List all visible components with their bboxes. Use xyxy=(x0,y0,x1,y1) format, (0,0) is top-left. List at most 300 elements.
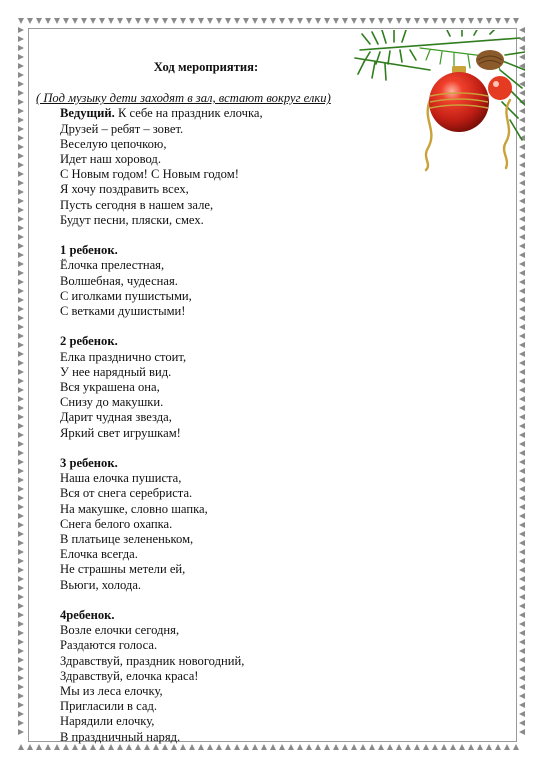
border-triangle xyxy=(18,135,24,141)
border-triangle xyxy=(18,342,24,348)
border-triangle xyxy=(519,378,525,384)
border-triangle xyxy=(288,18,294,24)
border-triangle xyxy=(18,621,24,627)
border-triangle xyxy=(18,693,24,699)
border-triangle xyxy=(18,450,24,456)
speaker-label: Ведущий. xyxy=(60,106,115,121)
border-triangle xyxy=(18,477,24,483)
border-triangle xyxy=(441,18,447,24)
verse-line: В платьице зелененьком, xyxy=(60,532,194,547)
border-triangle xyxy=(18,432,24,438)
border-triangle xyxy=(288,744,294,750)
border-triangle xyxy=(468,744,474,750)
border-triangle xyxy=(18,189,24,195)
verse-line: Вся от снега серебриста. xyxy=(60,486,193,501)
script-section xyxy=(36,334,396,440)
verse-line: Здравствуй, праздник новогодний, xyxy=(60,653,245,668)
border-triangle xyxy=(63,18,69,24)
border-triangle xyxy=(519,702,525,708)
verse-line: Дарит чудная звезда, xyxy=(60,410,172,425)
verse-line: Яркий свет игрушкам! xyxy=(60,425,181,440)
border-triangle xyxy=(81,744,87,750)
border-triangle xyxy=(27,18,33,24)
border-triangle xyxy=(405,18,411,24)
border-triangle xyxy=(234,744,240,750)
border-triangle xyxy=(519,270,525,276)
border-triangle xyxy=(18,711,24,717)
border-triangle xyxy=(519,522,525,528)
border-triangle xyxy=(18,522,24,528)
border-triangle xyxy=(351,744,357,750)
border-triangle xyxy=(18,81,24,87)
border-triangle xyxy=(144,744,150,750)
border-triangle xyxy=(519,414,525,420)
border-triangle xyxy=(519,450,525,456)
border-triangle xyxy=(18,504,24,510)
script-sections xyxy=(36,106,396,744)
border-triangle xyxy=(405,744,411,750)
border-triangle xyxy=(108,744,114,750)
border-triangle xyxy=(18,306,24,312)
border-triangle xyxy=(297,744,303,750)
border-triangle xyxy=(519,657,525,663)
border-triangle xyxy=(18,513,24,519)
border-triangle xyxy=(450,744,456,750)
border-triangle xyxy=(198,744,204,750)
border-triangle xyxy=(519,405,525,411)
border-triangle xyxy=(18,126,24,132)
border-triangle xyxy=(171,18,177,24)
border-triangle xyxy=(108,18,114,24)
border-triangle xyxy=(18,108,24,114)
script-section xyxy=(36,106,396,228)
border-triangle xyxy=(18,162,24,168)
speaker-label: 2 ребенок. xyxy=(60,334,118,349)
verse-line: Мы из леса елочку, xyxy=(60,684,163,699)
border-triangle xyxy=(162,744,168,750)
script-section xyxy=(36,243,396,319)
border-triangle xyxy=(135,18,141,24)
border-triangle xyxy=(519,576,525,582)
border-triangle xyxy=(519,540,525,546)
border-triangle xyxy=(18,297,24,303)
border-triangle xyxy=(18,531,24,537)
border-triangle xyxy=(18,171,24,177)
border-triangle xyxy=(18,99,24,105)
border-triangle xyxy=(519,603,525,609)
verse-line: Не страшны метели ей, xyxy=(60,562,186,577)
border-triangle xyxy=(513,18,519,24)
border-triangle xyxy=(18,396,24,402)
section-spacer xyxy=(36,228,396,243)
border-triangle xyxy=(18,198,24,204)
border-triangle xyxy=(519,243,525,249)
border-triangle xyxy=(519,369,525,375)
border-triangle xyxy=(18,378,24,384)
border-triangle xyxy=(279,18,285,24)
border-triangle xyxy=(519,315,525,321)
border-triangle xyxy=(18,594,24,600)
border-triangle xyxy=(18,648,24,654)
border-triangle xyxy=(519,711,525,717)
verse-line: У нее нарядный вид. xyxy=(60,364,172,379)
border-triangle xyxy=(18,423,24,429)
verse-line: Елочка всегда. xyxy=(60,547,138,562)
border-triangle xyxy=(459,744,465,750)
border-triangle xyxy=(519,216,525,222)
border-triangle xyxy=(126,744,132,750)
border-triangle xyxy=(519,252,525,258)
border-triangle xyxy=(18,702,24,708)
border-triangle xyxy=(519,585,525,591)
border-triangle xyxy=(243,744,249,750)
border-triangle xyxy=(519,459,525,465)
border-triangle xyxy=(18,234,24,240)
document-body xyxy=(36,60,396,745)
border-triangle xyxy=(252,18,258,24)
border-triangle xyxy=(513,744,519,750)
verse-line: Елка празднично стоит, xyxy=(60,349,187,364)
border-triangle xyxy=(99,744,105,750)
border-triangle xyxy=(54,18,60,24)
border-triangle xyxy=(18,117,24,123)
border-triangle xyxy=(18,744,24,750)
border-triangle xyxy=(27,744,33,750)
border-triangle xyxy=(519,423,525,429)
border-triangle xyxy=(252,744,258,750)
border-triangle xyxy=(450,18,456,24)
border-triangle xyxy=(36,18,42,24)
border-triangle xyxy=(225,18,231,24)
border-triangle xyxy=(387,18,393,24)
border-triangle xyxy=(18,324,24,330)
border-triangle xyxy=(18,36,24,42)
border-triangle xyxy=(18,360,24,366)
verse-line: Снизу до макушки. xyxy=(60,395,164,410)
border-triangle xyxy=(324,744,330,750)
verse-line: Снега белого охапка. xyxy=(60,516,173,531)
border-triangle xyxy=(459,18,465,24)
border-triangle xyxy=(519,513,525,519)
stage-direction: ( Под музыку дети заходят в зал, встают вокруг елки) xyxy=(36,91,331,106)
border-triangle xyxy=(519,396,525,402)
border-triangle xyxy=(162,18,168,24)
border-triangle xyxy=(18,243,24,249)
verse-line: Ёлочка прелестная, xyxy=(60,258,165,273)
border-triangle xyxy=(18,585,24,591)
border-triangle xyxy=(90,744,96,750)
border-triangle xyxy=(171,744,177,750)
border-triangle xyxy=(18,315,24,321)
border-triangle xyxy=(306,18,312,24)
border-triangle xyxy=(486,744,492,750)
border-triangle xyxy=(519,675,525,681)
border-triangle xyxy=(216,744,222,750)
verse-line: На макушке, словно шапка, xyxy=(60,501,208,516)
verse-line: Возле елочки сегодня, xyxy=(60,623,180,638)
border-triangle xyxy=(18,666,24,672)
border-triangle xyxy=(18,369,24,375)
border-triangle xyxy=(225,744,231,750)
border-triangle xyxy=(18,540,24,546)
border-triangle xyxy=(54,744,60,750)
border-triangle xyxy=(18,207,24,213)
border-triangle xyxy=(198,18,204,24)
border-triangle xyxy=(18,459,24,465)
script-section xyxy=(36,456,396,593)
border-triangle xyxy=(519,297,525,303)
verse-line: Вся украшена она, xyxy=(60,380,160,395)
border-triangle xyxy=(72,18,78,24)
border-triangle xyxy=(477,18,483,24)
verse-line: Пусть сегодня в нашем зале, xyxy=(60,197,214,212)
verse-line: В праздничный наряд. xyxy=(60,729,181,744)
border-triangle xyxy=(18,216,24,222)
border-triangle xyxy=(519,342,525,348)
border-triangle xyxy=(243,18,249,24)
border-triangle xyxy=(414,744,420,750)
border-triangle xyxy=(117,18,123,24)
border-triangle xyxy=(360,18,366,24)
border-triangle xyxy=(18,495,24,501)
verse-line: Я хочу поздравить всех, xyxy=(60,182,189,197)
border-triangle xyxy=(519,666,525,672)
border-triangle xyxy=(18,333,24,339)
border-triangle xyxy=(387,744,393,750)
section-spacer xyxy=(36,441,396,456)
border-triangle xyxy=(504,744,510,750)
border-triangle xyxy=(18,90,24,96)
border-triangle xyxy=(180,744,186,750)
border-triangle xyxy=(18,351,24,357)
border-triangle xyxy=(423,18,429,24)
verse-line: Раздаются голоса. xyxy=(60,638,158,653)
verse-line: С ветками душистыми! xyxy=(60,304,186,319)
border-triangle xyxy=(519,468,525,474)
border-triangle xyxy=(18,729,24,735)
script-section xyxy=(36,608,396,745)
border-triangle xyxy=(270,18,276,24)
border-triangle xyxy=(519,720,525,726)
border-triangle xyxy=(519,639,525,645)
section-spacer xyxy=(36,593,396,608)
border-triangle xyxy=(333,18,339,24)
border-triangle xyxy=(519,693,525,699)
border-triangle xyxy=(396,744,402,750)
border-triangle xyxy=(18,612,24,618)
border-triangle xyxy=(519,180,525,186)
border-triangle xyxy=(519,387,525,393)
border-triangle xyxy=(18,405,24,411)
border-triangle xyxy=(18,576,24,582)
border-triangle xyxy=(519,441,525,447)
border-triangle xyxy=(18,261,24,267)
border-triangle xyxy=(369,744,375,750)
border-triangle xyxy=(36,744,42,750)
verse-line: Волшебная, чудесная. xyxy=(60,273,178,288)
border-triangle xyxy=(18,441,24,447)
verse-line: Идет наш хоровод. xyxy=(60,152,161,167)
border-triangle xyxy=(519,360,525,366)
border-triangle xyxy=(486,18,492,24)
border-triangle xyxy=(189,744,195,750)
document-title: Ход мероприятия: xyxy=(153,60,259,74)
border-triangle xyxy=(519,351,525,357)
border-triangle xyxy=(90,18,96,24)
border-triangle xyxy=(18,225,24,231)
border-triangle xyxy=(18,387,24,393)
border-triangle xyxy=(18,657,24,663)
border-triangle xyxy=(519,189,525,195)
border-triangle xyxy=(519,549,525,555)
border-triangle xyxy=(468,18,474,24)
border-triangle xyxy=(18,252,24,258)
verse-line: Нарядили елочку, xyxy=(60,714,155,729)
border-triangle xyxy=(396,18,402,24)
border-triangle xyxy=(144,18,150,24)
border-triangle xyxy=(519,594,525,600)
border-triangle xyxy=(315,18,321,24)
border-triangle xyxy=(207,18,213,24)
border-triangle xyxy=(519,432,525,438)
border-triangle xyxy=(18,153,24,159)
verse-line: Вьюги, холода. xyxy=(60,577,142,592)
border-triangle xyxy=(18,27,24,33)
border-triangle xyxy=(369,18,375,24)
border-triangle xyxy=(519,477,525,483)
verse-text: К себе на праздник елочка, xyxy=(114,106,263,121)
border-triangle xyxy=(519,333,525,339)
border-triangle xyxy=(18,549,24,555)
border-triangle xyxy=(153,18,159,24)
border-triangle xyxy=(261,18,267,24)
border-triangle xyxy=(519,567,525,573)
border-triangle xyxy=(126,18,132,24)
border-triangle xyxy=(342,744,348,750)
border-triangle xyxy=(519,621,525,627)
border-triangle xyxy=(519,486,525,492)
border-triangle xyxy=(18,675,24,681)
border-triangle xyxy=(495,744,501,750)
border-triangle xyxy=(315,744,321,750)
border-triangle xyxy=(18,603,24,609)
border-triangle xyxy=(270,744,276,750)
border-triangle xyxy=(189,18,195,24)
border-triangle xyxy=(519,612,525,618)
verse-line: Здравствуй, елочка краса! xyxy=(60,668,199,683)
border-triangle xyxy=(18,567,24,573)
border-triangle xyxy=(18,684,24,690)
border-triangle xyxy=(441,744,447,750)
border-triangle xyxy=(18,288,24,294)
border-triangle xyxy=(360,744,366,750)
border-triangle xyxy=(81,18,87,24)
border-triangle xyxy=(279,744,285,750)
border-triangle xyxy=(18,720,24,726)
border-triangle xyxy=(135,744,141,750)
border-triangle xyxy=(519,504,525,510)
border-triangle xyxy=(18,468,24,474)
border-triangle xyxy=(18,180,24,186)
border-triangle xyxy=(18,144,24,150)
border-triangle xyxy=(18,279,24,285)
border-triangle xyxy=(519,684,525,690)
border-triangle xyxy=(519,729,525,735)
border-triangle xyxy=(342,18,348,24)
border-triangle xyxy=(519,648,525,654)
border-triangle xyxy=(519,630,525,636)
border-triangle xyxy=(519,306,525,312)
border-triangle xyxy=(18,639,24,645)
speaker-label: 4ребенок. xyxy=(60,608,115,623)
border-triangle xyxy=(519,324,525,330)
border-triangle xyxy=(414,18,420,24)
border-triangle xyxy=(432,18,438,24)
border-triangle xyxy=(519,495,525,501)
verse-line: Друзей – ребят – зовет. xyxy=(60,121,184,136)
border-triangle xyxy=(261,744,267,750)
border-triangle xyxy=(519,234,525,240)
border-triangle xyxy=(504,18,510,24)
border-triangle xyxy=(432,744,438,750)
border-triangle xyxy=(99,18,105,24)
border-triangle xyxy=(378,744,384,750)
speaker-label: 1 ребенок. xyxy=(60,243,118,258)
border-triangle xyxy=(18,630,24,636)
border-triangle xyxy=(18,18,24,24)
border-triangle xyxy=(18,486,24,492)
border-triangle xyxy=(153,744,159,750)
border-triangle xyxy=(297,18,303,24)
verse-line: С иголками пушистыми, xyxy=(60,288,192,303)
verse-line: Будут песни, пляски, смех. xyxy=(60,212,204,227)
border-triangle xyxy=(477,744,483,750)
border-triangle xyxy=(18,414,24,420)
border-triangle xyxy=(207,744,213,750)
border-triangle xyxy=(423,744,429,750)
border-triangle xyxy=(519,198,525,204)
border-triangle xyxy=(378,18,384,24)
border-triangle xyxy=(45,18,51,24)
border-triangle xyxy=(45,744,51,750)
verse-line: Пригласили в сад. xyxy=(60,699,158,714)
border-triangle xyxy=(519,531,525,537)
border-triangle xyxy=(18,558,24,564)
border-triangle xyxy=(180,18,186,24)
verse-line xyxy=(60,106,396,121)
border-triangle xyxy=(117,744,123,750)
verse-line: Наша елочка пушиста, xyxy=(60,471,182,486)
verse-line: С Новым годом! С Новым годом! xyxy=(60,167,239,182)
border-triangle xyxy=(519,279,525,285)
border-triangle xyxy=(324,18,330,24)
speaker-label: 3 ребенок. xyxy=(60,456,118,471)
border-triangle xyxy=(18,45,24,51)
border-triangle xyxy=(72,744,78,750)
border-triangle xyxy=(18,270,24,276)
border-triangle xyxy=(519,288,525,294)
border-triangle xyxy=(519,207,525,213)
border-triangle xyxy=(519,558,525,564)
border-triangle xyxy=(216,18,222,24)
border-triangle xyxy=(519,261,525,267)
border-triangle xyxy=(333,744,339,750)
section-spacer xyxy=(36,319,396,334)
verse-line: Веселую цепочкою, xyxy=(60,136,167,151)
border-triangle xyxy=(519,225,525,231)
border-triangle xyxy=(234,18,240,24)
border-triangle xyxy=(63,744,69,750)
